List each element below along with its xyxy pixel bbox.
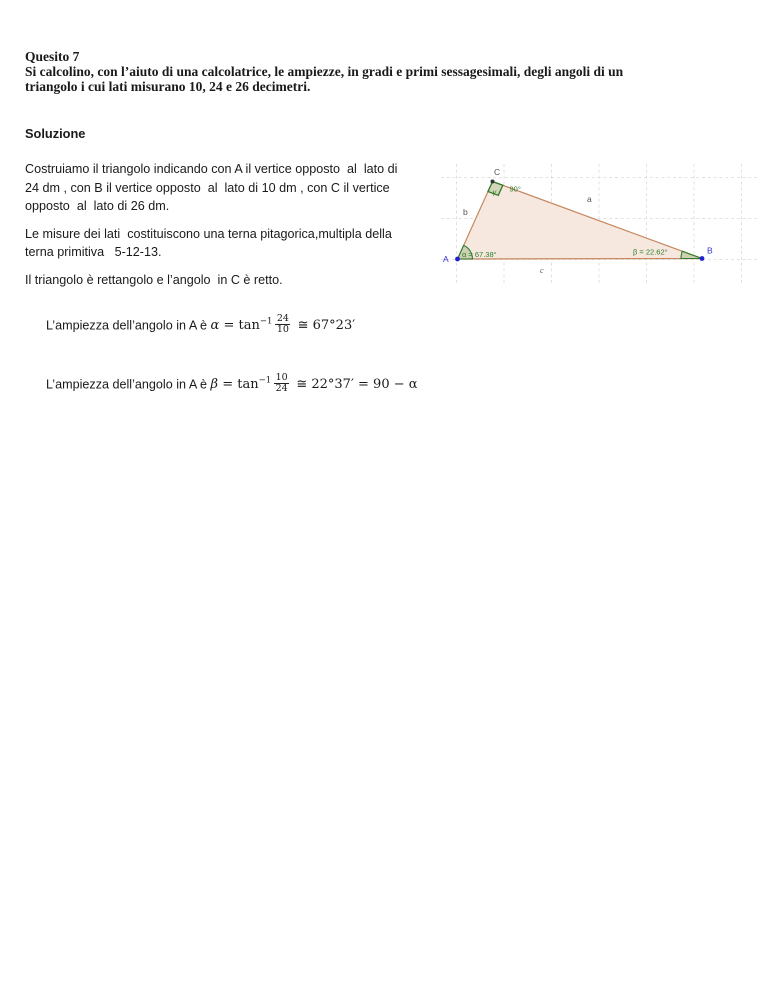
- vertex-c-point: [491, 180, 495, 184]
- question-title: Quesito 7: [25, 49, 80, 64]
- question-body-line2: triangolo i cui lati misurano 10, 24 e 26 decimetri.: [25, 79, 311, 94]
- vertex-a-label: A: [443, 254, 449, 264]
- fraction-denominator: 24: [275, 383, 288, 395]
- math-exponent: −1: [259, 317, 273, 328]
- formula-math: [210, 313, 356, 336]
- side-a-label: a: [587, 194, 592, 204]
- triangle-diagram: [435, 158, 768, 293]
- math-fraction: [275, 314, 290, 336]
- paragraph-line: Le misure dei lati costituiscono una terna pitagorica,multipla della: [25, 226, 392, 241]
- fraction-numerator: 10: [275, 371, 288, 383]
- formula-alpha: [25, 301, 740, 351]
- side-b-label: b: [463, 207, 468, 217]
- paragraph-line: opposto al lato di 26 dm.: [25, 199, 170, 213]
- question-body-line1: Si calcolino, con l’aiuto di una calcolatrice, le ampiezze, in gradi e primi sessagesimali, degli angoli di un: [25, 64, 624, 79]
- vertex-c-label: C: [494, 167, 501, 177]
- angle-beta-arc: [681, 251, 702, 258]
- formula-math: [210, 371, 418, 395]
- angle-gamma-label: γ: [492, 187, 497, 197]
- math-operator: = tan: [219, 318, 260, 334]
- paragraph-line: terna primitiva 5-12-13.: [25, 245, 162, 259]
- angle-alpha-label: α = 67.38°: [462, 250, 497, 259]
- formula-prefix: L’ampiezza dell’angolo in A è: [46, 318, 211, 333]
- math-result: ≅ 22°37′ = 90 − α: [292, 377, 418, 393]
- formula-beta: [25, 360, 740, 410]
- formula-prefix: L’ampiezza dell’angolo in A è: [46, 377, 211, 392]
- math-operator: = tan: [218, 377, 259, 393]
- vertex-b-label: B: [707, 245, 713, 256]
- paragraph-line: Costruiamo il triangolo indicando con A il vertice opposto al lato di: [25, 162, 398, 176]
- math-fraction: [274, 373, 289, 395]
- vertex-a-point: [455, 257, 460, 262]
- math-exponent: −1: [258, 375, 272, 386]
- vertex-b-point: [700, 256, 705, 261]
- math-variable: β: [210, 377, 219, 393]
- right-angle-value-label: 90°: [509, 184, 521, 194]
- math-variable: α: [210, 318, 220, 334]
- angle-beta-label: β = 22.62°: [633, 247, 668, 257]
- math-result: ≅ 67°23′: [293, 318, 356, 334]
- fraction-denominator: 10: [276, 324, 289, 336]
- side-c-label: c: [540, 266, 544, 275]
- fraction-numerator: 24: [276, 313, 289, 324]
- paragraph-line: Il triangolo è rettangolo e l’angolo in C è retto.: [25, 272, 283, 287]
- paragraph-line: 24 dm , con B il vertice opposto al lato di 10 dm , con C il vertice: [25, 180, 390, 195]
- solution-heading: Soluzione: [25, 126, 86, 141]
